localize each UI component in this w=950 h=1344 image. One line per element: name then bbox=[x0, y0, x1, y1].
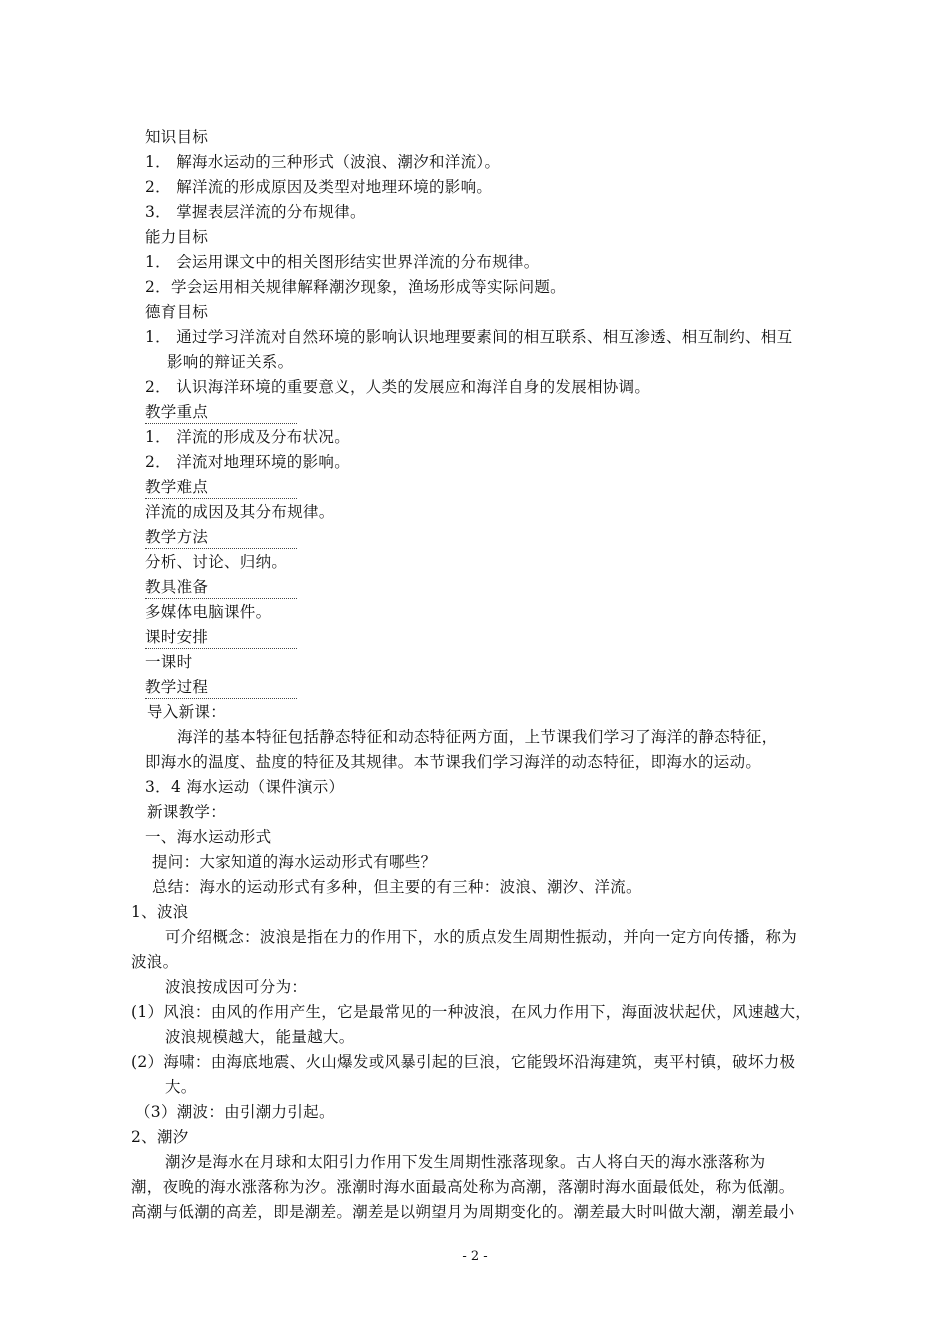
part1-title: 一、海水运动形式 bbox=[145, 828, 272, 846]
waves-title: 1、波浪 bbox=[131, 903, 189, 921]
difficulty-text: 洋流的成因及其分布规律。 bbox=[145, 503, 335, 521]
key-point-2: 2． 洋流对地理环境的影响。 bbox=[145, 453, 350, 471]
moral-goal-1-line1: 1． 通过学习洋流对自然环境的影响认识地理要素间的相互联系、相互渗透、相互制约、相互 bbox=[145, 328, 793, 346]
knowledge-goal-3: 3． 掌握表层洋流的分布规律。 bbox=[145, 203, 366, 221]
intro-label: 导入新课： bbox=[147, 703, 227, 721]
ability-goal-1: 1． 会运用课文中的相关图形结实世界洋流的分布规律。 bbox=[145, 253, 540, 271]
tides-paragraph-line1: 潮汐是海水在月球和太阳引力作用下发生周期性涨落现象。古人将白天的海水涨落称为 bbox=[165, 1153, 766, 1171]
ability-goal-2: 2．学会运用相关规律解释潮汐现象，渔场形成等实际问题。 bbox=[145, 278, 566, 296]
tides-paragraph-line3: 高潮与低潮的高差，即是潮差。潮差是以朔望月为周期变化的。潮差最大时叫做大潮，潮差最小 bbox=[131, 1203, 795, 1221]
tsunami-line2: 大。 bbox=[165, 1078, 197, 1096]
tools-text: 多媒体电脑课件。 bbox=[145, 603, 272, 621]
knowledge-goal-1: 1． 解海水运动的三种形式（波浪、潮汐和洋流）。 bbox=[145, 153, 501, 171]
new-lesson-label: 新课教学： bbox=[147, 803, 227, 821]
moral-goal-1-line2: 影响的辩证关系。 bbox=[167, 353, 294, 371]
tidal-wave: （3）潮波：由引潮力引起。 bbox=[135, 1103, 335, 1121]
moral-goals-title: 德育目标 bbox=[145, 303, 209, 321]
key-point-1: 1． 洋流的形成及分布状况。 bbox=[145, 428, 350, 446]
knowledge-goals-title: 知识目标 bbox=[145, 128, 209, 146]
wind-wave-line1: (1）风浪：由风的作用产生，它是最常见的一种波浪，在风力作用下，海面波状起伏，风速越大， bbox=[131, 1003, 812, 1021]
methods-text: 分析、讨论、归纳。 bbox=[145, 553, 288, 571]
waves-definition-line1: 可介绍概念：波浪是指在力的作用下，水的质点发生周期性振动，并向一定方向传播，称为 bbox=[165, 928, 798, 946]
tsunami-line1: (2）海啸：由海底地震、火山爆发或风暴引起的巨浪，它能毁坏沿海建筑，夷平村镇，破坏力极 bbox=[131, 1053, 796, 1071]
intro-paragraph-line1: 海洋的基本特征包括静态特征和动态特征两方面，上节课我们学习了海洋的静态特征， bbox=[177, 728, 778, 746]
process-heading: 教学过程 bbox=[145, 677, 297, 699]
tools-heading: 教具准备 bbox=[145, 577, 297, 599]
methods-heading: 教学方法 bbox=[145, 527, 297, 549]
waves-classify: 波浪按成因可分为： bbox=[165, 978, 308, 996]
ability-goals-title: 能力目标 bbox=[145, 228, 209, 246]
waves-definition-line2: 波浪。 bbox=[131, 953, 179, 971]
tides-title: 2、潮汐 bbox=[131, 1128, 189, 1146]
schedule-heading: 课时安排 bbox=[145, 627, 297, 649]
tides-paragraph-line2: 潮，夜晚的海水涨落称为汐。涨潮时海水面最高处称为高潮，落潮时海水面最低处，称为低潮。 bbox=[131, 1178, 795, 1196]
question-text: 提问：大家知道的海水运动形式有哪些？ bbox=[152, 853, 437, 871]
key-points-heading: 教学重点 bbox=[145, 402, 297, 424]
section-title: 3．4 海水运动（课件演示） bbox=[145, 778, 345, 796]
knowledge-goal-2: 2． 解洋流的形成原因及类型对地理环境的影响。 bbox=[145, 178, 493, 196]
summary-text: 总结：海水的运动形式有多种，但主要的有三种：波浪、潮汐、洋流。 bbox=[152, 878, 642, 896]
intro-paragraph-line2: 即海水的温度、盐度的特征及其规律。本节课我们学习海洋的动态特征，即海水的运动。 bbox=[145, 753, 762, 771]
schedule-text: 一课时 bbox=[145, 653, 193, 671]
difficulty-heading: 教学难点 bbox=[145, 477, 297, 499]
page-number: - 2 - bbox=[462, 1249, 488, 1264]
moral-goal-2: 2． 认识海洋环境的重要意义，人类的发展应和海洋自身的发展相协调。 bbox=[145, 378, 651, 396]
wind-wave-line2: 波浪规模越大，能量越大。 bbox=[165, 1028, 355, 1046]
